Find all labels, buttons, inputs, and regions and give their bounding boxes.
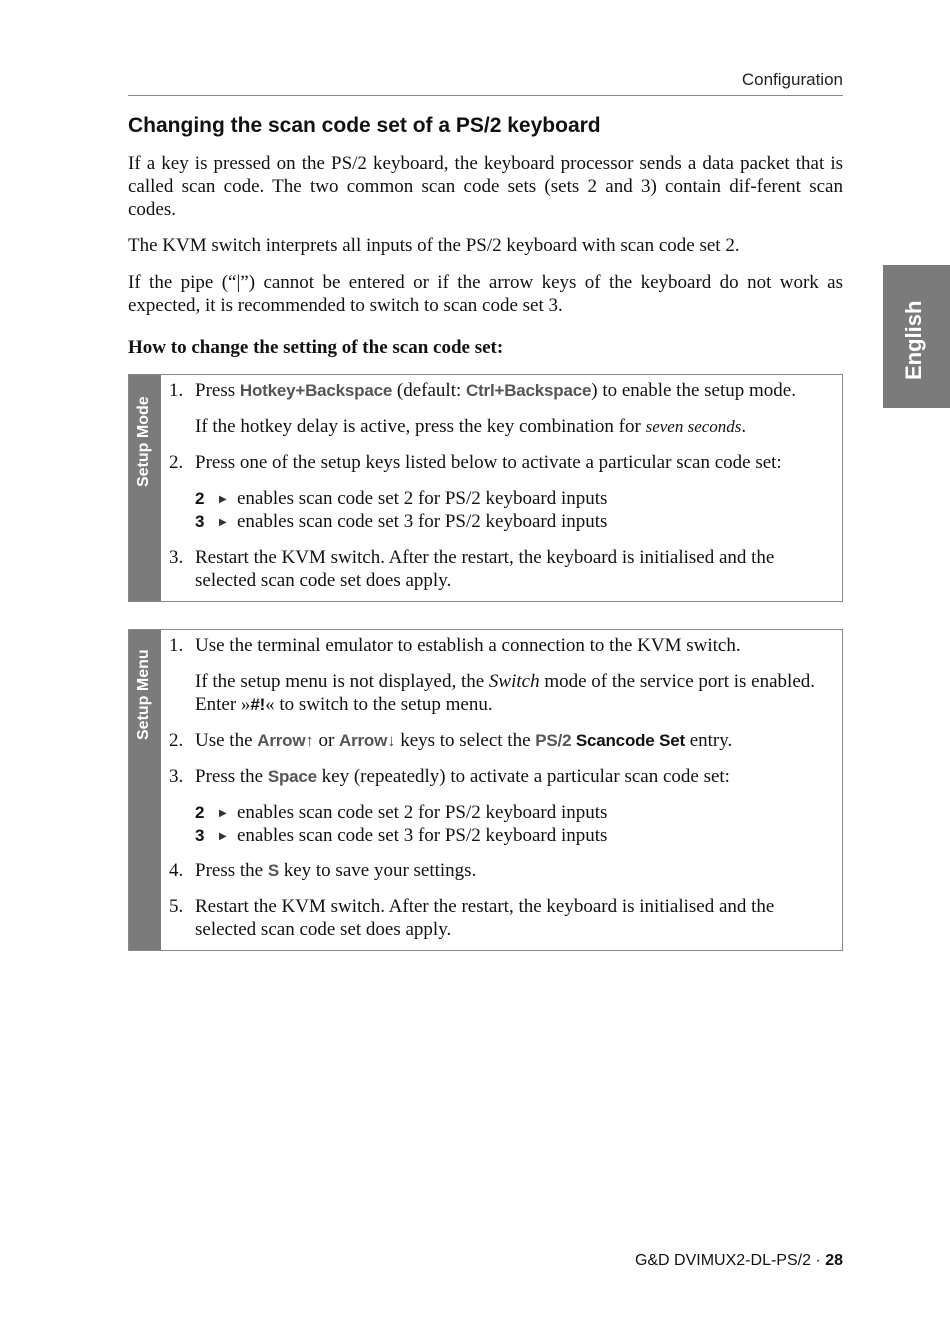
setup-menu-box (128, 629, 843, 951)
header-rule (128, 95, 843, 96)
step-text: Use the Arrow↑ or Arrow↓ keys to select the PS/2 Scancode Set entry. (195, 730, 733, 751)
step-text: Restart the KVM switch. After the restart, the keyboard is initialised and the selected scan code set does apply. (195, 896, 775, 940)
step-number: 2. (169, 452, 184, 473)
option-text: enables scan code set 3 for PS/2 keyboard inputs (237, 511, 608, 532)
option-key: 3 (195, 512, 205, 531)
step-number: 2. (169, 730, 184, 751)
step-number: 5. (169, 896, 184, 917)
triangle-right-icon: ▶ (219, 831, 227, 842)
option-text: enables scan code set 2 for PS/2 keyboard inputs (237, 488, 608, 509)
space-key: Space (267, 767, 317, 786)
setup-menu-tab-label: Setup Menu (135, 649, 152, 740)
footer-product: G&D DVIMUX2-DL-PS/2 · (634, 1252, 826, 1269)
step-text: Press one of the setup keys listed below to activate a particular scan code set: (195, 452, 782, 473)
step-number: 1. (169, 380, 184, 401)
step-text: Press Hotkey+Backspace (default: Ctrl+Backspace) to enable the setup mode. (195, 380, 796, 401)
option-key: 2 (195, 489, 205, 508)
s-key: S (267, 861, 279, 880)
recommendation-paragraph: If the pipe (“|”) cannot be entered or if the arrow keys of the keyboard do not work as expected, it is recommended to switch to scan code set 3. (128, 272, 843, 316)
setup-menu-tab (129, 630, 161, 950)
page-footer (500, 1252, 843, 1270)
step-note: If the setup menu is not displayed, the Switch mode of the service port is enabled. Enter »#!« to switch to the setup menu. (195, 671, 816, 715)
step-number: 4. (169, 860, 184, 881)
ctrl-backspace-key: Ctrl+Backspace (466, 381, 592, 400)
section-title: Changing the scan code set of a PS/2 keyboard (128, 114, 601, 137)
setup-mode-tab (129, 375, 161, 601)
step-number: 1. (169, 635, 184, 656)
step-text: Press the S key to save your settings. (195, 860, 477, 881)
triangle-right-icon: ▶ (219, 494, 227, 505)
arrow-up-key: Arrow↑ (257, 731, 314, 750)
interpretation-paragraph: The KVM switch interprets all inputs of the PS/2 keyboard with scan code set 2. (128, 235, 740, 256)
step-text: Restart the KVM switch. After the restart, the keyboard is initialised and the selected scan code set does apply. (195, 547, 775, 591)
page-number: 28 (825, 1252, 843, 1269)
menu-entry-name: Scancode Set (571, 731, 685, 750)
step-number: 3. (169, 766, 184, 787)
step-number: 3. (169, 547, 184, 568)
intro-paragraph: If a key is pressed on the PS/2 keyboard, the keyboard processor sends a data packet that is called scan code. The two common scan code sets (sets 2 and 3) contain dif-ferent scan codes. (128, 153, 843, 220)
step-note: If the hotkey delay is active, press the key combination for seven seconds. (195, 416, 747, 437)
arrow-down-key: Arrow↓ (339, 731, 396, 750)
triangle-right-icon: ▶ (219, 517, 227, 528)
step-text: Use the terminal emulator to establish a connection to the KVM switch. (195, 635, 741, 656)
emphasis: seven seconds (645, 417, 742, 436)
language-tab-label: English (901, 300, 926, 380)
setup-mode-tab-label: Setup Mode (135, 396, 152, 487)
running-header: Configuration (741, 70, 843, 89)
setup-mode-box (128, 374, 843, 602)
switch-sequence-key: #! (250, 695, 266, 714)
menu-entry-prefix: PS/2 (535, 731, 572, 750)
triangle-right-icon: ▶ (219, 808, 227, 819)
language-tab (883, 265, 950, 408)
how-to-heading: How to change the setting of the scan code set: (128, 337, 504, 358)
hotkey-backspace-key: Hotkey+Backspace (239, 381, 393, 400)
step-text: Press the Space key (repeatedly) to activate a particular scan code set: (195, 766, 730, 787)
option-key: 2 (195, 803, 205, 822)
option-key: 3 (195, 826, 205, 845)
option-text: enables scan code set 2 for PS/2 keyboard inputs (237, 802, 608, 823)
emphasis: Switch (488, 671, 540, 692)
option-text: enables scan code set 3 for PS/2 keyboard inputs (237, 825, 608, 846)
